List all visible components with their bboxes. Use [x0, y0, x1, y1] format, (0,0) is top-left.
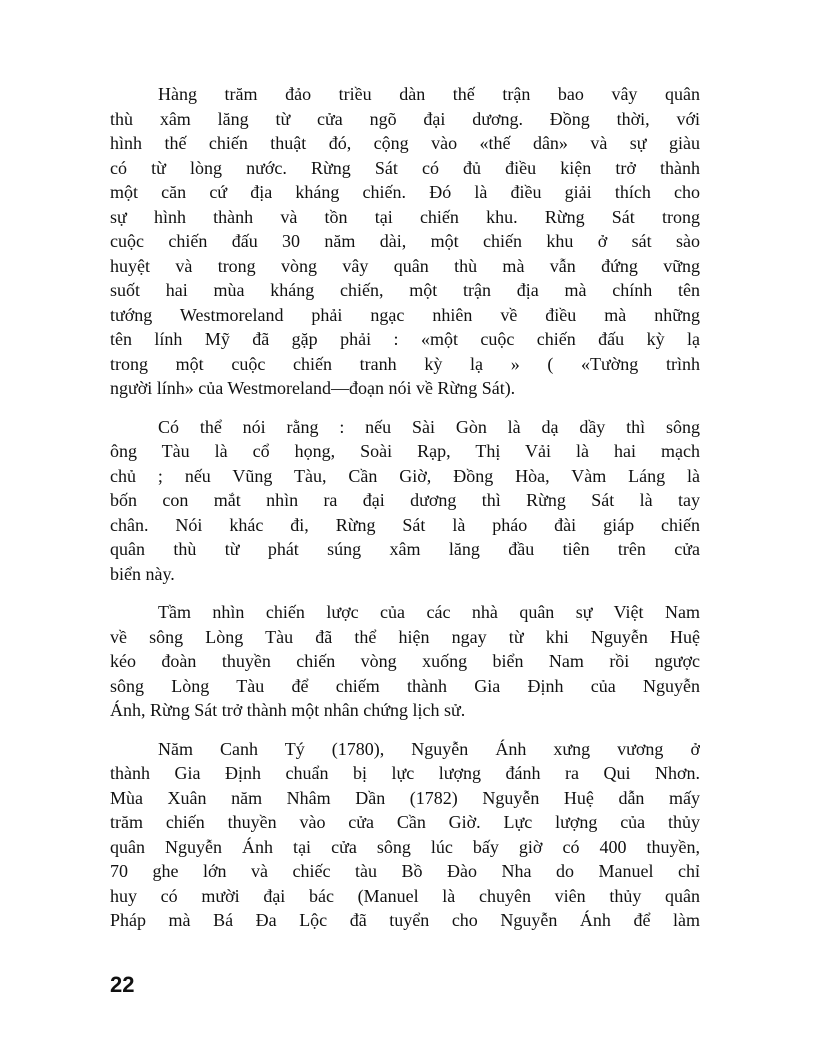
paragraph-1	[110, 82, 700, 401]
text-line: trong một cuộc chiến tranh kỳ lạ » ( «Tường trình	[110, 353, 700, 374]
text-line: hình thế chiến thuật đó, cộng vào «thế dân» và sự giàu	[110, 133, 700, 153]
text-line: Hàng trăm đảo triều dàn thế trận bao vây quân	[158, 84, 700, 104]
text-line: một căn cứ địa kháng chiến. Đó là điều giải thích cho	[110, 182, 700, 202]
text-line: Có thể nói rằng : nếu Sài Gòn là dạ dầy thì sông	[158, 416, 700, 437]
text-line: huy có mười đại bác (Manuel là chuyên viên thủy quân	[110, 885, 700, 906]
text-line: quân thù từ phát súng xâm lăng đầu tiên trên cửa	[110, 539, 700, 559]
text-line: huyệt và trong vòng vây quân thù mà vẫn đứng vững	[110, 255, 700, 276]
text-line: kéo đoàn thuyền chiến vòng xuống biển Nam rồi ngược	[110, 651, 700, 671]
text-line: chủ ; nếu Vũng Tàu, Cần Giờ, Đồng Hòa, Vàm Láng là	[110, 465, 700, 486]
text-line: trăm chiến thuyền vào cửa Cần Giờ. Lực lượng của thủy	[110, 812, 700, 832]
text-line: sự hình thành và tồn tại chiến khu. Rừng Sát trong	[110, 206, 700, 227]
page-number: 22	[110, 972, 135, 997]
paragraph-4	[110, 737, 700, 933]
text-line: tướng Westmoreland phải ngạc nhiên về điều mà những	[110, 304, 700, 325]
text-line: thành Gia Định chuẩn bị lực lượng đánh ra Qui Nhơn.	[110, 763, 700, 783]
text-line: 70 ghe lớn và chiếc tàu Bồ Đào Nha do Manuel chỉ	[110, 861, 700, 881]
text-line: Ánh, Rừng Sát trở thành một nhân chứng lịch sử.	[110, 700, 466, 720]
text-line: có từ lòng nước. Rừng Sát có đủ điều kiện trở thành	[110, 157, 700, 178]
text-line: quân Nguyễn Ánh tại cửa sông lúc bấy giờ có 400 thuyền,	[110, 836, 700, 857]
text-line: Năm Canh Tý (1780), Nguyễn Ánh xưng vương ở	[158, 738, 700, 759]
text-line: thù xâm lăng từ cửa ngõ đại dương. Đồng thời, với	[110, 108, 700, 129]
paragraph-2	[110, 415, 700, 587]
body-text	[110, 82, 700, 947]
text-line: chân. Nói khác đi, Rừng Sát là pháo đài giáp chiến	[110, 514, 700, 535]
text-line: cuộc chiến đấu 30 năm dài, một chiến khu ở sát sào	[110, 231, 700, 251]
paragraph-3	[110, 600, 700, 723]
text-line: tên lính Mỹ đã gặp phải : «một cuộc chiến đấu kỳ lạ	[110, 329, 700, 349]
text-line: ông Tàu là cổ họng, Soài Rạp, Thị Vải là hai mạch	[110, 441, 700, 461]
text-line: người lính» của Westmoreland—đoạn nói về Rừng Sát).	[110, 378, 516, 398]
text-line: về sông Lòng Tàu đã thể hiện ngay từ khi Nguyễn Huệ	[110, 626, 700, 647]
text-line: Pháp mà Bá Đa Lộc đã tuyển cho Nguyễn Ánh để làm	[110, 910, 700, 930]
text-line: suốt hai mùa kháng chiến, một trận địa mà chính tên	[110, 280, 700, 300]
text-line: Tầm nhìn chiến lược của các nhà quân sự Việt Nam	[158, 602, 700, 622]
text-line: biển này.	[110, 563, 175, 584]
text-line: bốn con mắt nhìn ra đại dương thì Rừng Sát là tay	[110, 490, 700, 510]
text-line: Mùa Xuân năm Nhâm Dần (1782) Nguyễn Huệ dẫn mấy	[110, 787, 700, 808]
text-line: sông Lòng Tàu để chiếm thành Gia Định của Nguyễn	[110, 675, 700, 696]
